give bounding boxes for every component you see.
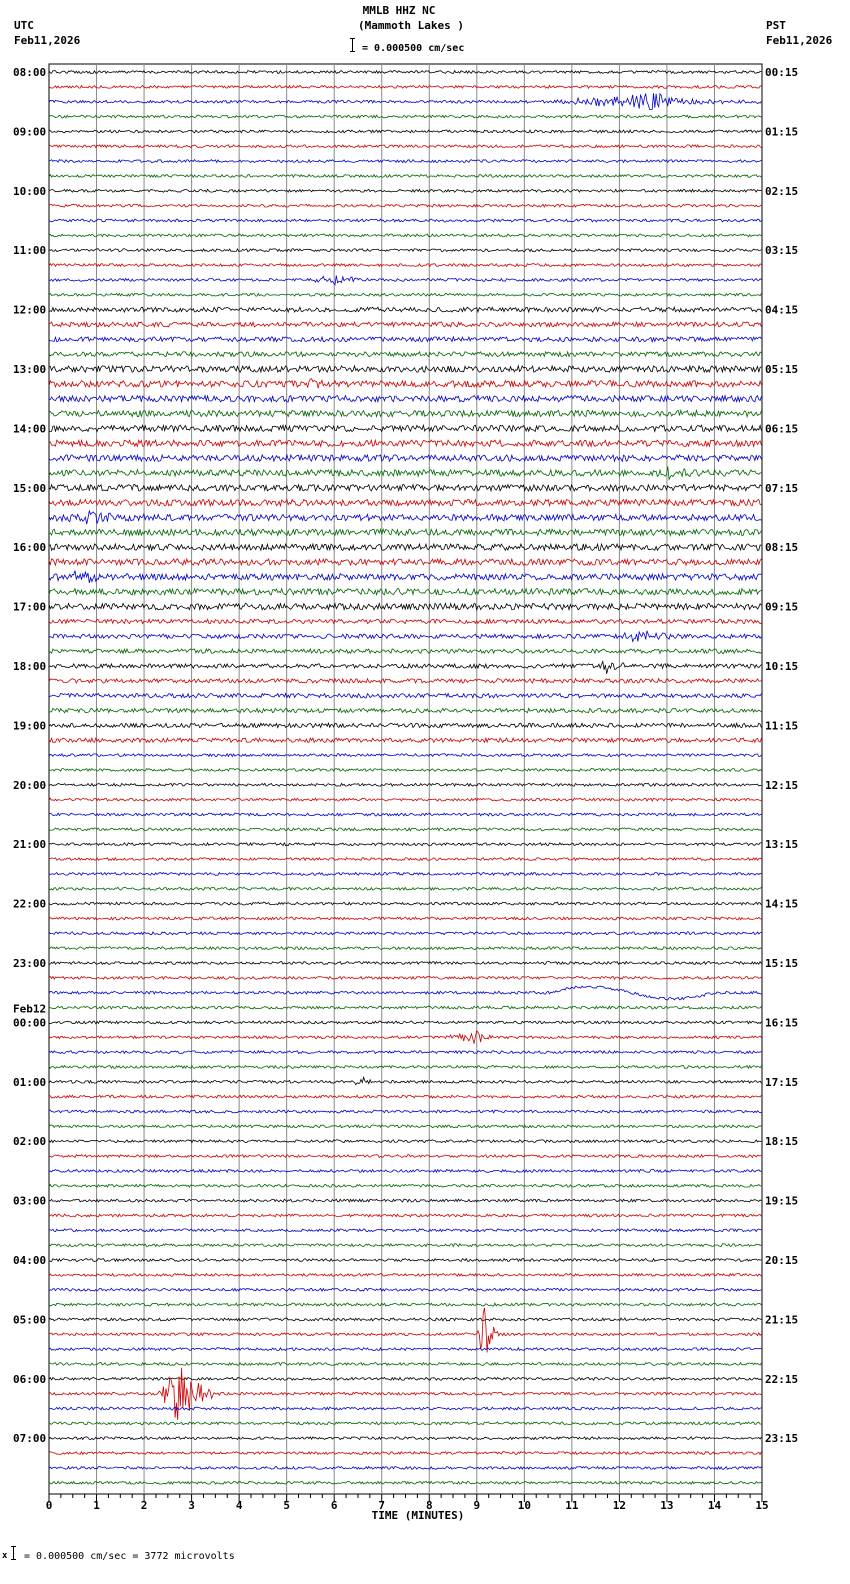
utc-hour-label: 15:00 bbox=[13, 481, 47, 495]
trace-line bbox=[49, 1308, 761, 1353]
utc-hour-label: 06:00 bbox=[13, 1372, 47, 1386]
trace-line bbox=[49, 485, 761, 491]
trace-line bbox=[49, 544, 761, 550]
utc-hour-label: 18:00 bbox=[13, 660, 47, 673]
trace-line bbox=[49, 1259, 761, 1262]
plot-frame bbox=[49, 64, 762, 1494]
utc-hour-label: 20:00 bbox=[13, 778, 47, 792]
trace-line bbox=[49, 293, 761, 296]
pst-hour-label: 13:15 bbox=[765, 838, 799, 852]
x-tick-label: 15 bbox=[755, 1499, 769, 1512]
utc-hour-label: 16:00 bbox=[13, 541, 47, 555]
x-tick-label: 6 bbox=[330, 1499, 338, 1512]
trace-line bbox=[49, 769, 761, 772]
x-axis-title: TIME (MINUTES) bbox=[371, 1509, 465, 1522]
trace-line bbox=[49, 661, 761, 673]
x-tick-label: 4 bbox=[235, 1499, 243, 1512]
x-tick-label: 9 bbox=[473, 1499, 481, 1512]
trace-line bbox=[49, 1318, 761, 1321]
trace-line bbox=[49, 249, 761, 252]
trace-line bbox=[49, 1214, 761, 1217]
scale-bar-icon bbox=[350, 38, 356, 52]
pst-hour-label: 15:15 bbox=[765, 957, 799, 970]
trace-line bbox=[49, 1481, 761, 1484]
trace-line bbox=[49, 1051, 761, 1054]
trace-line bbox=[49, 1303, 761, 1306]
trace-line bbox=[49, 276, 761, 285]
trace-line bbox=[49, 589, 761, 595]
trace-line bbox=[49, 1170, 761, 1173]
trace-line bbox=[49, 619, 761, 623]
trace-line bbox=[49, 204, 761, 207]
trace-line bbox=[49, 93, 761, 109]
footer-prefix: x bbox=[2, 1551, 8, 1561]
trace-line bbox=[49, 1422, 761, 1425]
trace-line bbox=[49, 1407, 761, 1410]
trace-line bbox=[49, 1095, 761, 1098]
trace-line bbox=[49, 1348, 761, 1351]
pst-timezone-label: PST bbox=[766, 19, 786, 32]
trace-line bbox=[49, 977, 761, 980]
pst-hour-label: 17:15 bbox=[765, 1075, 799, 1089]
trace-line bbox=[49, 264, 761, 267]
pst-hour-label: 03:15 bbox=[765, 244, 799, 258]
trace-line bbox=[49, 798, 761, 801]
utc-hour-label: 12:00 bbox=[13, 303, 47, 317]
trace-line bbox=[49, 917, 761, 920]
pst-hour-label: 00:15 bbox=[765, 66, 799, 79]
trace-line bbox=[49, 189, 761, 192]
trace-line bbox=[49, 337, 761, 342]
trace-line bbox=[49, 1184, 761, 1187]
utc-hour-label: 01:00 bbox=[13, 1075, 47, 1089]
x-tick-label: 14 bbox=[707, 1499, 722, 1512]
pst-hour-label: 02:15 bbox=[765, 184, 799, 198]
trace-line bbox=[49, 307, 761, 312]
station-title: MMLB HHZ NC bbox=[362, 4, 436, 17]
trace-line bbox=[49, 145, 761, 148]
trace-line bbox=[49, 783, 761, 786]
utc-hour-label: 10:00 bbox=[13, 184, 47, 198]
date-change-label: Feb12 bbox=[13, 1002, 47, 1016]
pst-hour-label: 19:15 bbox=[765, 1194, 799, 1208]
trace-line bbox=[49, 1110, 761, 1113]
trace-line bbox=[49, 130, 761, 133]
pst-hour-label: 07:15 bbox=[765, 481, 799, 495]
utc-hour-label: 00:00 bbox=[13, 1016, 47, 1030]
utc-date-label: Feb11,2026 bbox=[14, 34, 81, 47]
trace-line bbox=[49, 887, 761, 890]
utc-hour-label: 07:00 bbox=[13, 1432, 47, 1446]
trace-line bbox=[49, 947, 761, 950]
pst-hour-label: 18:15 bbox=[765, 1135, 799, 1149]
footer-scale-label: = 0.000500 cm/sec = 3772 microvolts bbox=[24, 1551, 235, 1562]
pst-hour-label: 23:15 bbox=[765, 1432, 799, 1446]
trace-line bbox=[49, 410, 761, 416]
trace-line bbox=[49, 234, 761, 237]
x-tick-label: 1 bbox=[93, 1499, 100, 1512]
trace-line bbox=[49, 500, 761, 506]
footer-scale-icon bbox=[11, 1546, 17, 1560]
utc-hour-label: 23:00 bbox=[13, 957, 47, 970]
trace-line bbox=[49, 708, 761, 712]
utc-hour-label: 13:00 bbox=[13, 363, 47, 376]
x-tick-label: 7 bbox=[378, 1499, 386, 1512]
trace-line bbox=[49, 1244, 761, 1247]
trace-line bbox=[49, 603, 761, 609]
pst-hour-label: 11:15 bbox=[765, 719, 799, 733]
trace-line bbox=[49, 1140, 761, 1143]
trace-line bbox=[49, 902, 761, 905]
pst-hour-label: 22:15 bbox=[765, 1372, 799, 1386]
pst-hour-label: 10:15 bbox=[765, 660, 799, 673]
utc-hour-label: 09:00 bbox=[13, 125, 47, 139]
trace-line bbox=[49, 467, 761, 480]
trace-line bbox=[49, 571, 761, 583]
utc-hour-label: 02:00 bbox=[13, 1135, 47, 1149]
utc-hour-label: 17:00 bbox=[13, 600, 47, 614]
pst-date-label: Feb11,2026 bbox=[766, 34, 833, 47]
trace-line bbox=[49, 873, 761, 876]
utc-hour-label: 14:00 bbox=[13, 422, 47, 436]
x-tick-label: 12 bbox=[612, 1499, 627, 1512]
trace-line bbox=[49, 1452, 761, 1455]
trace-line bbox=[49, 631, 761, 642]
utc-hour-label: 03:00 bbox=[13, 1194, 47, 1208]
trace-line bbox=[49, 1274, 761, 1277]
x-tick-label: 0 bbox=[45, 1499, 53, 1512]
trace-line bbox=[49, 679, 761, 683]
trace-line bbox=[49, 425, 761, 431]
utc-timezone-label: UTC bbox=[14, 19, 34, 32]
trace-line bbox=[49, 86, 761, 89]
x-tick-label: 13 bbox=[660, 1499, 674, 1512]
pst-hour-label: 14:15 bbox=[765, 897, 799, 911]
trace-line bbox=[49, 322, 761, 327]
trace-line bbox=[49, 754, 761, 757]
trace-line bbox=[49, 1155, 761, 1158]
x-tick-label: 2 bbox=[140, 1499, 148, 1512]
trace-line bbox=[49, 694, 761, 698]
trace-line bbox=[49, 352, 761, 357]
x-tick-label: 11 bbox=[565, 1499, 579, 1512]
pst-hour-label: 12:15 bbox=[765, 778, 799, 792]
pst-hour-label: 04:15 bbox=[765, 303, 799, 317]
trace-line bbox=[49, 1031, 761, 1044]
trace-line bbox=[49, 962, 761, 965]
trace-line bbox=[49, 115, 761, 118]
trace-line bbox=[49, 455, 761, 461]
pst-hour-label: 21:15 bbox=[765, 1313, 799, 1327]
trace-line bbox=[49, 858, 761, 861]
trace-line bbox=[49, 529, 761, 535]
pst-hour-label: 20:15 bbox=[765, 1254, 799, 1267]
scale-label: = 0.000500 cm/sec bbox=[362, 43, 465, 54]
pst-hour-label: 08:15 bbox=[765, 541, 799, 555]
utc-hour-label: 04:00 bbox=[13, 1254, 47, 1267]
trace-line bbox=[49, 1377, 761, 1380]
trace-line bbox=[49, 1006, 761, 1009]
trace-line bbox=[49, 160, 761, 163]
x-tick-label: 10 bbox=[517, 1499, 531, 1512]
location-title: (Mammoth Lakes ) bbox=[358, 19, 464, 32]
trace-line bbox=[49, 932, 761, 935]
trace-line bbox=[49, 1021, 761, 1024]
trace-line bbox=[49, 1199, 761, 1202]
trace-line bbox=[49, 813, 761, 816]
x-tick-label: 5 bbox=[283, 1499, 290, 1512]
trace-line bbox=[49, 440, 761, 446]
trace-line bbox=[49, 1368, 761, 1420]
pst-hour-label: 09:15 bbox=[765, 600, 799, 614]
trace-line bbox=[49, 843, 761, 846]
utc-hour-label: 22:00 bbox=[13, 897, 47, 911]
trace-line bbox=[49, 828, 761, 831]
trace-line bbox=[49, 1077, 761, 1085]
utc-hour-label: 08:00 bbox=[13, 66, 47, 79]
trace-line bbox=[49, 986, 761, 1000]
trace-line bbox=[49, 366, 761, 372]
trace-line bbox=[49, 1288, 761, 1291]
utc-hour-label: 21:00 bbox=[13, 838, 47, 852]
pst-hour-label: 16:15 bbox=[765, 1016, 799, 1030]
trace-line bbox=[49, 219, 761, 222]
trace-line bbox=[49, 511, 761, 524]
x-tick-label: 8 bbox=[425, 1499, 433, 1512]
trace-line bbox=[49, 1363, 761, 1366]
trace-line bbox=[49, 738, 761, 742]
trace-line bbox=[49, 1125, 761, 1128]
trace-line bbox=[49, 396, 761, 402]
utc-hour-label: 19:00 bbox=[13, 719, 47, 733]
trace-line bbox=[49, 379, 761, 389]
pst-hour-label: 05:15 bbox=[765, 363, 799, 376]
trace-line bbox=[49, 559, 761, 565]
x-tick-label: 3 bbox=[188, 1499, 195, 1512]
trace-line bbox=[49, 1467, 761, 1470]
utc-hour-label: 11:00 bbox=[13, 244, 47, 258]
trace-line bbox=[49, 723, 761, 727]
trace-line bbox=[49, 1229, 761, 1232]
trace-line bbox=[49, 71, 761, 74]
trace-line bbox=[49, 1066, 761, 1069]
utc-hour-label: 05:00 bbox=[13, 1313, 47, 1327]
trace-line bbox=[49, 175, 761, 178]
pst-hour-label: 01:15 bbox=[765, 125, 799, 139]
pst-hour-label: 06:15 bbox=[765, 422, 799, 436]
trace-line bbox=[49, 649, 761, 653]
trace-line bbox=[49, 1437, 761, 1440]
